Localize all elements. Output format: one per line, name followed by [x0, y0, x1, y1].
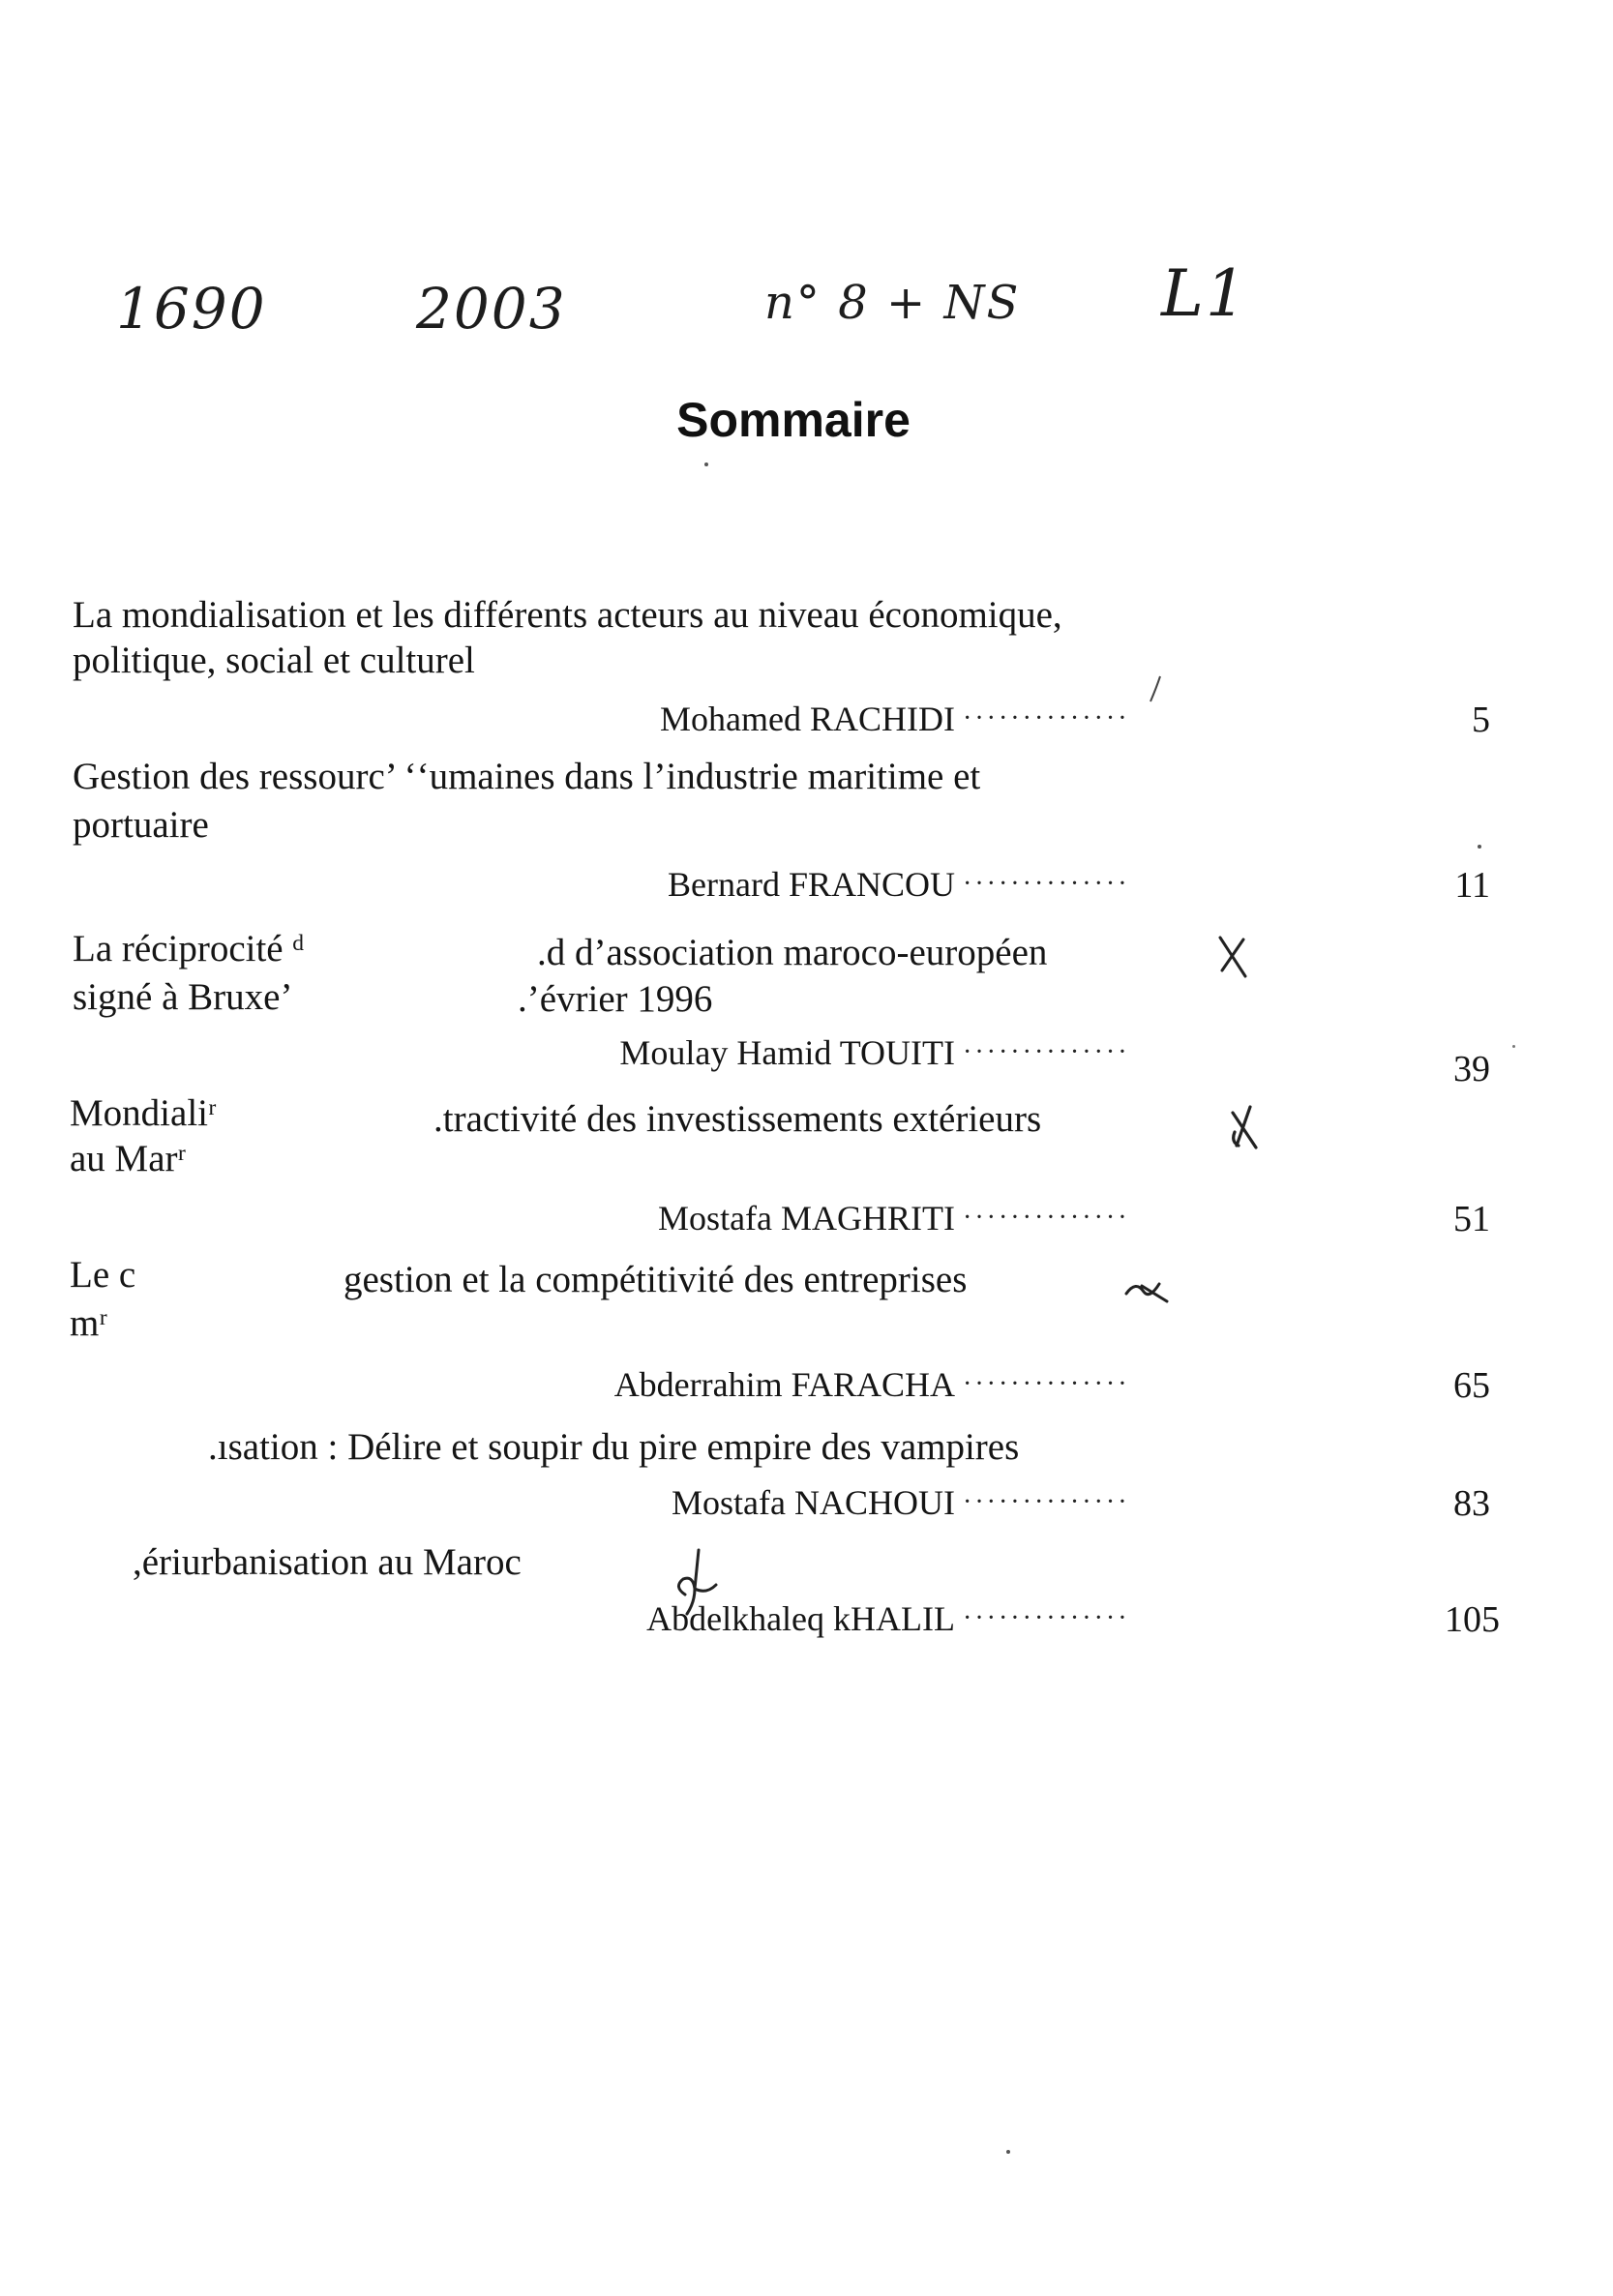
leader-dots: ·············· [963, 869, 1130, 899]
entry-author: Mohamed RACHIDI [660, 700, 955, 738]
scan-speck [1512, 1045, 1515, 1048]
entry-author: Moulay Hamid TOUITI [619, 1033, 955, 1072]
entry-title-line: ,ériurbanisation au Maroc [133, 1541, 522, 1583]
entry-author: Abderrahim FARACHA [613, 1365, 955, 1404]
handwritten-note-3: n° 8 + NS [764, 276, 1021, 330]
entry-page: 83 [1453, 1483, 1490, 1524]
leader-dots: ·············· [963, 1603, 1130, 1633]
entry-title-line: Le c [70, 1254, 136, 1296]
scan-speck [1006, 2150, 1010, 2154]
entry-page: 5 [1472, 700, 1490, 740]
entry-title-line: La réciprocité ᵈ [73, 928, 305, 969]
entry-author: Mostafa NACHOUI [672, 1483, 955, 1522]
entry-title-line: .d d’association maroco-européen [537, 932, 1048, 973]
entry-title-line: La mondialisation et les différents acteurs au niveau économique, [73, 594, 1062, 636]
leader-dots: ·············· [963, 1203, 1130, 1233]
entry-page: 65 [1453, 1365, 1490, 1406]
entry-title-line: Mondialiʳ [70, 1092, 217, 1134]
leader-dots: ·············· [963, 703, 1130, 733]
leader-dots: ·············· [963, 1487, 1130, 1517]
check-mark-icon [1227, 1103, 1266, 1156]
entry-page: 51 [1453, 1199, 1490, 1239]
entry-title-line: politique, social et culturel [73, 640, 475, 681]
entry-title-line: signé à Bruxeʼ [73, 976, 293, 1018]
leader-dots: ·············· [963, 1037, 1130, 1067]
entry-page: 39 [1453, 1049, 1490, 1089]
entry-author: Mostafa MAGHRITI [658, 1199, 955, 1237]
entry-title-line: mʳ [70, 1302, 107, 1344]
entry-title-line: Gestion des ressourc’ ‘ʻumaines dans l’industrie maritime et [73, 756, 981, 797]
check-mark-icon [668, 1546, 721, 1619]
entry-page: 11 [1454, 865, 1490, 906]
scribble-mark-icon [1147, 674, 1166, 703]
entry-title-line: .ısation : Délire et soupir du pire empire des vampires [208, 1426, 1020, 1468]
entry-page: 105 [1445, 1599, 1500, 1640]
entry-title-line: au Marʳ [70, 1138, 187, 1179]
scan-speck [1478, 845, 1481, 849]
entry-title-line: .tractivité des investissements extérieurs [433, 1098, 1042, 1140]
leader-dots: ·············· [963, 1369, 1130, 1399]
entry-author: Abdelkhaleq kHALIL [646, 1599, 955, 1638]
check-mark-icon [1122, 1272, 1171, 1306]
handwritten-note-4: L1 [1161, 256, 1248, 331]
entry-title-line: gestion et la compétitivité des entreprises [344, 1259, 968, 1300]
entry-author: Bernard FRANCOU [668, 865, 955, 904]
handwritten-note-2: 2003 [416, 276, 567, 342]
entry-title-line: .’évrier 1996 [518, 978, 713, 1020]
check-mark-icon [1214, 934, 1253, 982]
scan-speck [704, 462, 708, 466]
entry-title-line: portuaire [73, 804, 209, 846]
handwritten-note-1: 1690 [116, 276, 267, 342]
page-title: Sommaire [676, 393, 911, 447]
